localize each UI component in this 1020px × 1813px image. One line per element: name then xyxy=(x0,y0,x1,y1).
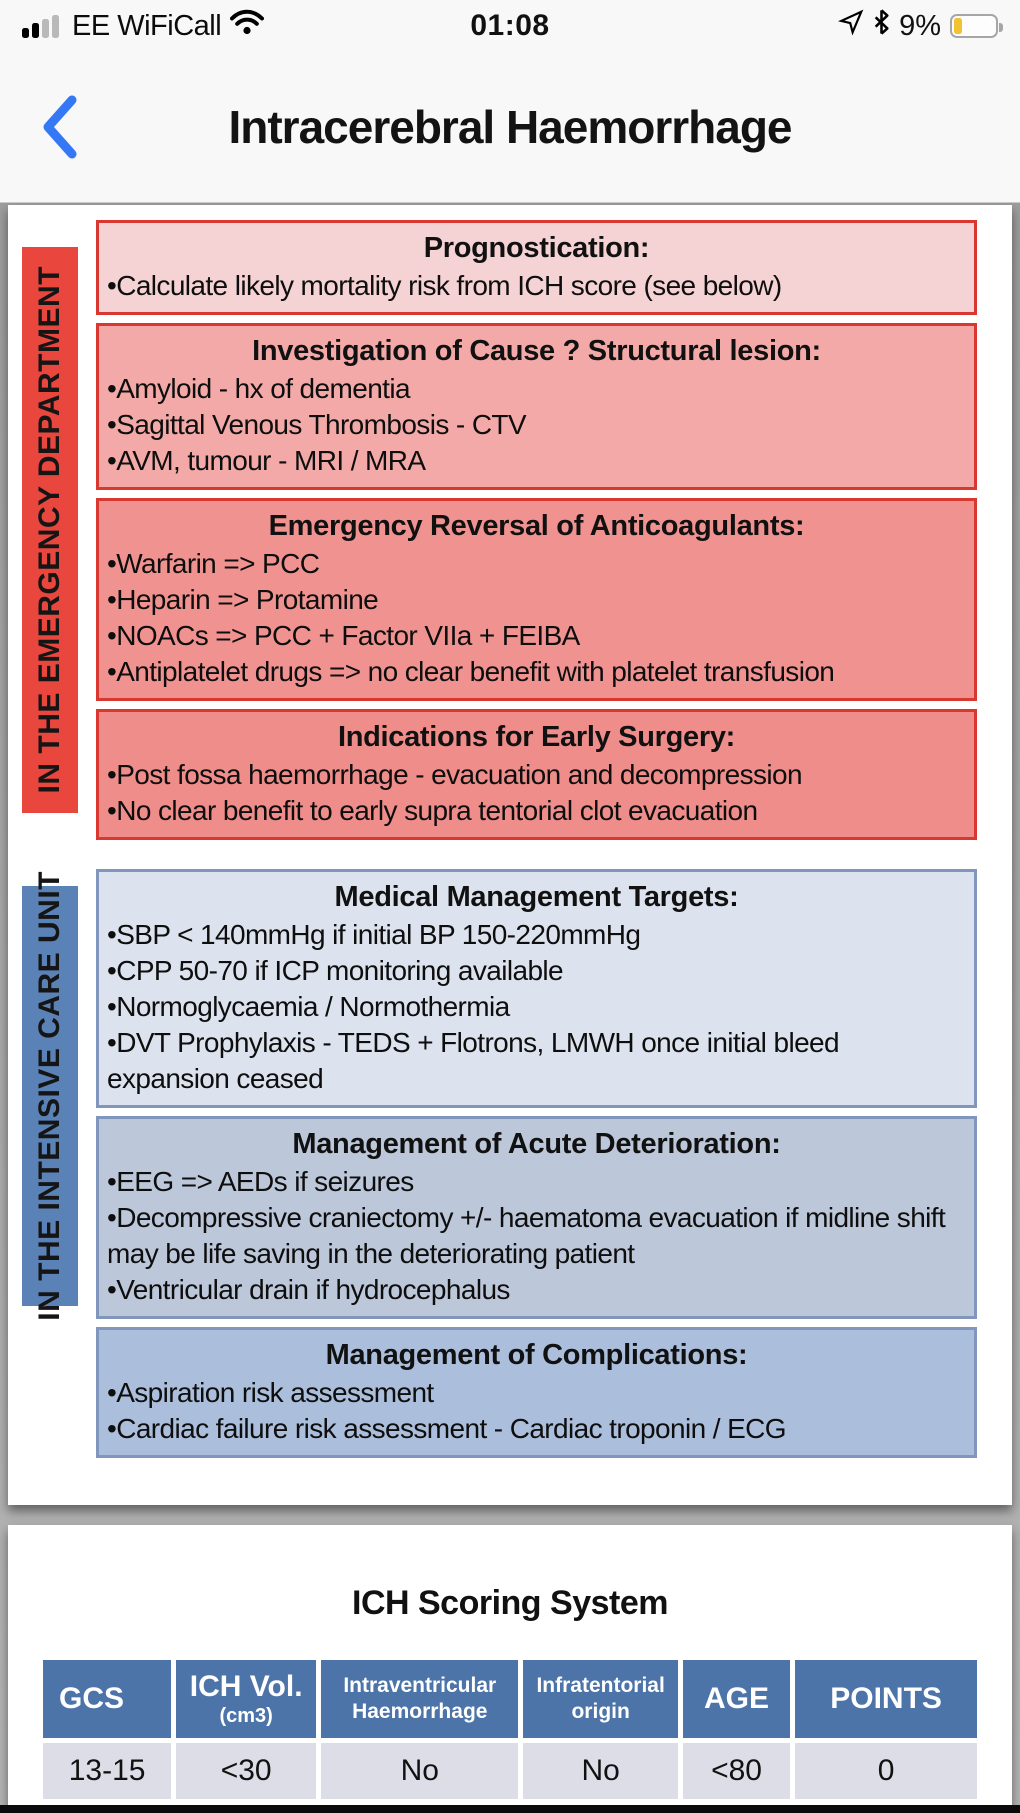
col-header-points: POINTS xyxy=(795,1660,977,1738)
carrier-label: EE WiFiCall xyxy=(72,9,222,42)
complications-box xyxy=(96,1327,977,1458)
nav-bar xyxy=(0,52,1020,202)
table-row xyxy=(43,1743,977,1799)
bullet-item: •Sagittal Venous Thrombosis - CTV xyxy=(107,409,527,440)
battery-percent-label: 9% xyxy=(899,9,941,42)
bullet-item: •DVT Prophylaxis - TEDS + Flotrons, LMWH once initial bleed expansion ceased xyxy=(107,1027,839,1094)
prognostication-box xyxy=(96,220,977,315)
bluetooth-icon xyxy=(873,8,890,44)
cell-points: 0 xyxy=(795,1743,977,1799)
back-button[interactable] xyxy=(34,92,90,162)
bullet-item: •Calculate likely mortality risk from ICH score (see below) xyxy=(107,270,782,301)
bullet-item: •Warfarin => PCC xyxy=(107,548,320,579)
bullet-item: •NOACs => PCC + Factor VIIa + FEIBA xyxy=(107,620,580,651)
table-header-row xyxy=(43,1660,977,1738)
bullet-item: •AVM, tumour - MRI / MRA xyxy=(107,445,426,476)
section-sidebar-intensive-care xyxy=(22,871,78,1321)
intensive-care-section xyxy=(22,869,977,1458)
screen-bottom-cutoff xyxy=(0,1805,1020,1813)
emergency-reversal-box xyxy=(96,498,977,701)
box-title: Investigation of Cause ? Structural lesion: xyxy=(252,335,821,367)
box-title: Indications for Early Surgery: xyxy=(337,721,736,753)
cell-intraventricular: No xyxy=(321,1743,518,1799)
box-title: Management of Complications: xyxy=(325,1339,748,1371)
section-sidebar-emergency-department xyxy=(22,247,78,813)
ich-score-table xyxy=(38,1655,982,1804)
bullet-item: •Antiplatelet drugs => no clear benefit with platelet transfusion xyxy=(107,656,835,687)
emergency-department-section xyxy=(22,220,977,840)
bullet-item: •No clear benefit to early supra tentorial clot evacuation xyxy=(107,795,758,826)
guideline-page xyxy=(8,205,1012,1505)
document-viewer[interactable] xyxy=(0,203,1020,1805)
cell-infratentorial: No xyxy=(523,1743,678,1799)
sidebar-label: IN THE INTENSIVE CARE UNIT xyxy=(33,871,66,1321)
wifi-icon xyxy=(230,9,264,43)
scoring-title: ICH Scoring System xyxy=(352,1584,668,1622)
ich-scoring-page xyxy=(8,1525,1012,1805)
bullet-item: •Amyloid - hx of dementia xyxy=(107,373,410,404)
bullet-item: •SBP < 140mmHg if initial BP 150-220mmHg xyxy=(107,919,641,950)
investigation-of-cause-box xyxy=(96,323,977,490)
early-surgery-box xyxy=(96,709,977,840)
col-header-age: AGE xyxy=(683,1660,790,1738)
bullet-item: •CPP 50-70 if ICP monitoring available xyxy=(107,955,564,986)
col-header-ich-vol: ICH Vol. (cm3) xyxy=(176,1660,316,1738)
page-title: Intracerebral Haemorrhage xyxy=(228,101,792,153)
cell-age: <80 xyxy=(683,1743,790,1799)
sidebar-label: IN THE EMERGENCY DEPARTMENT xyxy=(33,266,66,794)
cellular-signal-icon xyxy=(22,14,59,38)
bullet-item: •Cardiac failure risk assessment - Cardiac troponin / ECG xyxy=(107,1413,786,1444)
bullet-item: •EEG => AEDs if seizures xyxy=(107,1166,414,1197)
battery-icon xyxy=(950,14,998,38)
box-title: Management of Acute Deterioration: xyxy=(292,1128,781,1160)
bullet-item: •Normoglycaemia / Normothermia xyxy=(107,991,510,1022)
location-arrow-icon xyxy=(838,9,864,43)
col-header-gcs: GCS xyxy=(43,1660,171,1738)
cell-gcs: 13-15 xyxy=(43,1743,171,1799)
bullet-item: •Post fossa haemorrhage - evacuation and decompression xyxy=(107,759,802,790)
cell-ich-vol: <30 xyxy=(176,1743,316,1799)
clock: 01:08 xyxy=(470,9,550,42)
bullet-item: •Aspiration risk assessment xyxy=(107,1377,434,1408)
medical-management-box xyxy=(96,869,977,1108)
box-title: Prognostication: xyxy=(423,232,650,264)
bullet-item: •Ventricular drain if hydrocephalus xyxy=(107,1274,510,1305)
box-title: Emergency Reversal of Anticoagulants: xyxy=(268,510,805,542)
col-header-infratentorial: Infratentorial origin xyxy=(523,1660,678,1738)
box-title: Medical Management Targets: xyxy=(334,881,739,913)
bullet-item: •Heparin => Protamine xyxy=(107,584,379,615)
col-header-intraventricular: Intraventricular Haemorrhage xyxy=(321,1660,518,1738)
top-chrome xyxy=(0,0,1020,203)
acute-deterioration-box xyxy=(96,1116,977,1319)
bullet-item: •Decompressive craniectomy +/- haematoma evacuation if midline shift may be life saving in the deteriorating patient xyxy=(107,1202,946,1269)
status-bar xyxy=(0,0,1020,52)
